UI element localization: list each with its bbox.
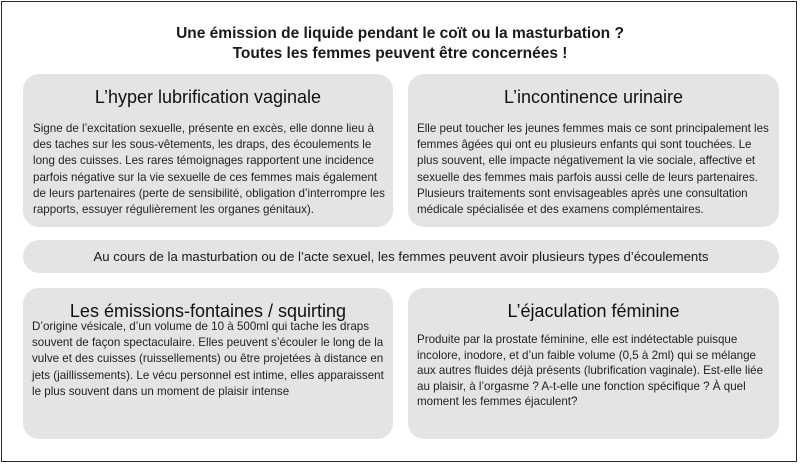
- summary-band: Au cours de la masturbation ou de l’acte sexuel, les femmes peuvent avoir plusieurs types d’écoulements: [23, 240, 779, 273]
- card-text: D’origine vésicale, d’un volume de 10 à 500ml qui tache les draps souvent de façon spectaculaire. Elles peuvent s’écouler le long de la vulve et des cuisses (ruissellements) ou être projetées à distance en jets (jaillissements). Le vécu personnel est intime, elles apparaissent le plus souvent dans un moment de plaisir intense: [32, 320, 384, 398]
- card-ejaculation-feminine: [408, 288, 779, 439]
- card-title: L’incontinence urinaire: [503, 87, 684, 107]
- card-title: Les émissions-fontaines / squirting: [69, 301, 347, 321]
- page-title-line2: Toutes les femmes peuvent être concernées !: [232, 45, 568, 62]
- page-title-line1: Une émission de liquide pendant le coït ou la masturbation ?: [176, 25, 624, 42]
- card-incontinence-urinaire: [408, 74, 779, 227]
- card-text: Signe de l’excitation sexuelle, présente en excès, elle donne lieu à des taches sur les sous-vêtements, les draps, des écoulements le long des cuisses. Les rares témoignages rapportent une incidence parfois négative sur la vie sexuelle de ces femmes mais également de leurs partenaires (perte de sensibilité, obligation d’interrompre les rapports, essuyer régulièrement les organes génitaux).: [33, 122, 385, 217]
- card-title: L’hyper lubrification vaginale: [94, 87, 322, 107]
- card-text: Elle peut toucher les jeunes femmes mais ce sont principalement les femmes âgées qui ont eu plusieurs enfants qui sont touchées. Le plus souvent, elle impacte négativement la vie sociale, affective et sexuelle des femmes mais parfois aussi celle de leurs partenaires. Plusieurs traitements sont envisageables après une consultation médicale spécialisée et des examens complémentaires.: [417, 122, 769, 217]
- card-squirting: [23, 288, 393, 439]
- card-text: Produite par la prostate féminine, elle est indétectable puisque incolore, inodore, et d’un faible volume (0,5 à 2ml) qui se mélange aux autres fluides déjà présents (lubrification vaginale). Est-elle liée au plaisir, à l’orgasme ? A-t-elle une fonction spécifique ? À quel moment les femmes éjaculent?: [417, 333, 764, 409]
- card-hyper-lubrification: [23, 74, 393, 227]
- card-title: L’éjaculation féminine: [507, 301, 680, 321]
